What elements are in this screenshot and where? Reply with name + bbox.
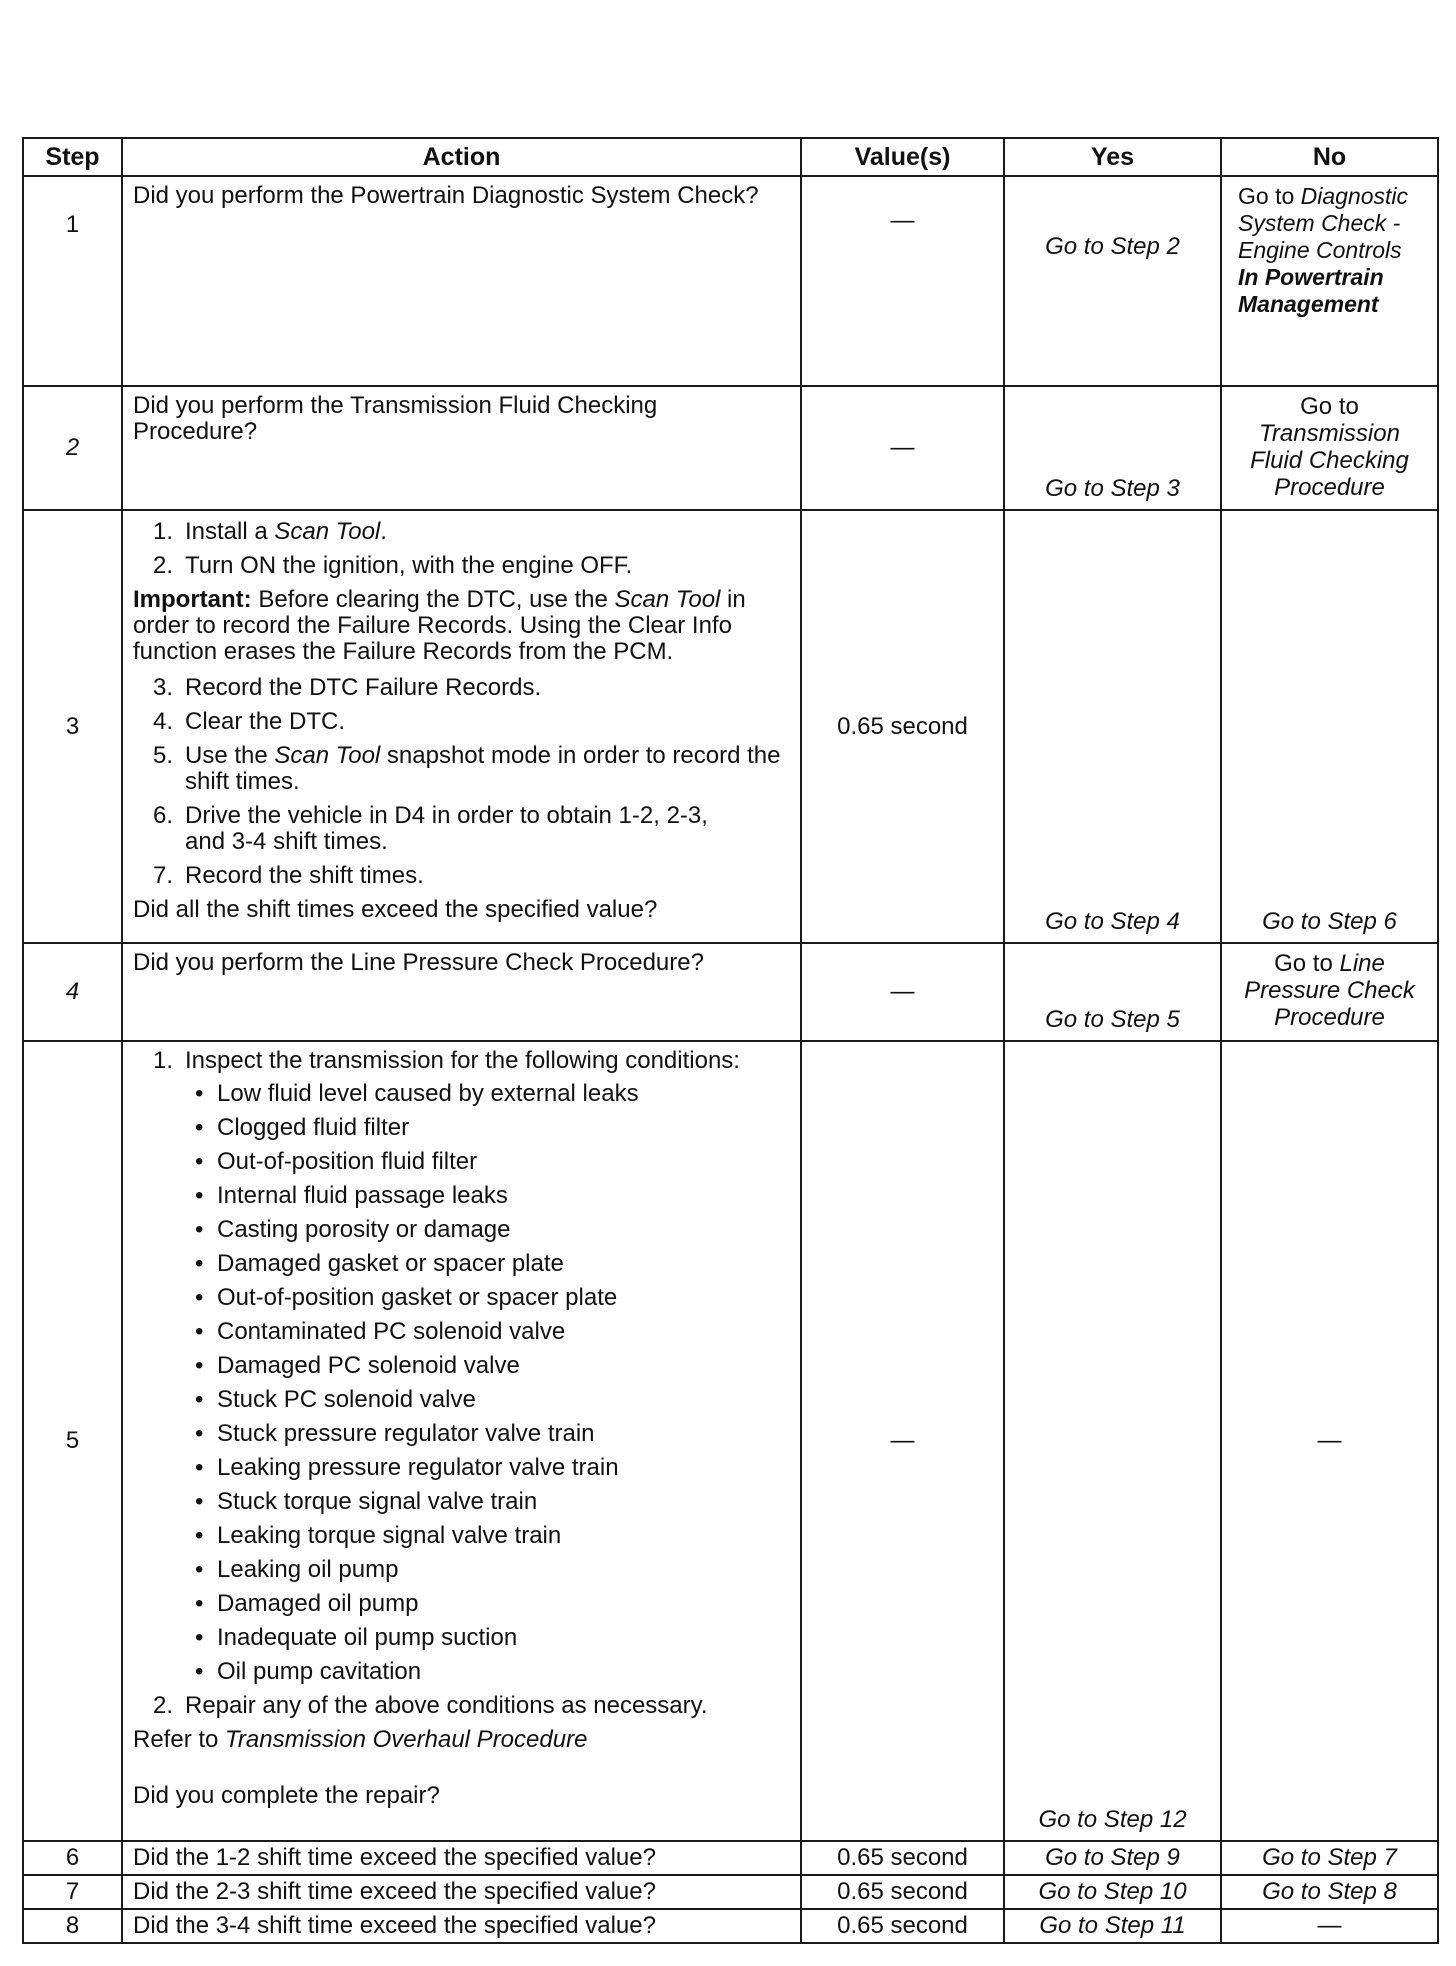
condition-text: Low fluid level caused by external leaks xyxy=(217,1080,639,1107)
yes-cell: Go to Step 3 xyxy=(1004,386,1221,510)
step-number: 6 xyxy=(23,1841,122,1875)
step-number: 2 xyxy=(23,386,122,510)
condition-text: Out-of-position gasket or spacer plate xyxy=(217,1284,618,1311)
bullet-icon: • xyxy=(195,1250,204,1277)
value-cell: — xyxy=(801,176,1004,386)
bullet-icon: • xyxy=(195,1148,204,1175)
item-text: Record the DTC Failure Records. xyxy=(185,674,542,701)
condition-list xyxy=(133,1081,790,1685)
no-text: Go to xyxy=(1300,393,1359,420)
action-cell xyxy=(122,1041,801,1841)
condition-item xyxy=(195,1387,790,1413)
step-number: 4 xyxy=(23,943,122,1041)
list-item: 7. Record the shift times. xyxy=(153,862,424,889)
condition-item xyxy=(195,1217,790,1243)
action-text: Did you perform the Transmission Fluid Checking Procedure? xyxy=(133,392,658,445)
condition-item xyxy=(195,1455,790,1481)
condition-item xyxy=(195,1353,790,1379)
condition-text: Stuck PC solenoid valve xyxy=(217,1386,476,1413)
action-cell xyxy=(122,1841,801,1875)
step-number: 8 xyxy=(23,1909,122,1943)
bullet-icon: • xyxy=(195,1284,204,1311)
value-cell: — xyxy=(801,943,1004,1041)
table-row xyxy=(23,1841,1438,1875)
table-row xyxy=(23,943,1438,1041)
item-text: Repair any of the above conditions as necessary. xyxy=(185,1692,708,1719)
bullet-icon: • xyxy=(195,1352,204,1379)
refer-link[interactable]: Transmission Overhaul Procedure xyxy=(225,1726,588,1753)
condition-text: Leaking oil pump xyxy=(217,1556,399,1583)
condition-item xyxy=(195,1149,790,1175)
item-text: Install a xyxy=(185,518,275,545)
no-link[interactable]: Transmission Fluid Checking Procedure xyxy=(1250,420,1409,501)
condition-item xyxy=(195,1421,790,1447)
action-cell xyxy=(122,386,801,510)
condition-text: Contaminated PC solenoid valve xyxy=(217,1318,566,1345)
action-text: Did you perform the Powertrain Diagnostic System Check? xyxy=(133,182,759,209)
action-text: Did you perform the Line Pressure Check Procedure? xyxy=(133,949,704,976)
condition-text: Leaking torque signal valve train xyxy=(217,1522,562,1549)
list-item: 1. Inspect the transmission for the following conditions: xyxy=(153,1047,740,1074)
bullet-icon: • xyxy=(195,1182,204,1209)
step-number: 3 xyxy=(23,510,122,943)
item-text: Drive the vehicle in D4 in order to obtain 1-2, 2-3, and 3-4 shift times. xyxy=(185,802,708,855)
table-row xyxy=(23,1041,1438,1841)
condition-text: Inadequate oil pump suction xyxy=(217,1624,518,1651)
note-text: Before clearing the DTC, use the xyxy=(251,586,615,613)
bullet-icon: • xyxy=(195,1216,204,1243)
bullet-icon: • xyxy=(195,1658,204,1685)
action-cell xyxy=(122,943,801,1041)
step-number: 1 xyxy=(23,176,122,386)
refer-text xyxy=(133,1727,790,1753)
table-row xyxy=(23,510,1438,943)
question-text: Did you complete the repair? xyxy=(133,1782,440,1809)
bullet-icon: • xyxy=(195,1080,204,1107)
condition-item xyxy=(195,1251,790,1277)
value-cell: 0.65 second xyxy=(801,510,1004,943)
condition-item xyxy=(195,1319,790,1345)
value-cell: — xyxy=(801,1041,1004,1841)
bullet-icon: • xyxy=(195,1590,204,1617)
condition-item xyxy=(195,1591,790,1617)
condition-item xyxy=(195,1625,790,1651)
list-item: 6. Drive the vehicle in D4 in order to obtain 1-2, 2-3, and 3-4 shift times. xyxy=(153,803,790,855)
bullet-icon: • xyxy=(195,1420,204,1447)
action-text: Did the 2-3 shift time exceed the specified value? xyxy=(133,1878,656,1905)
no-link[interactable]: Line Pressure Check Procedure xyxy=(1244,950,1415,1031)
no-link-suffix: In Powertrain Management xyxy=(1238,264,1384,317)
condition-text: Internal fluid passage leaks xyxy=(217,1182,508,1209)
value-cell: 0.65 second xyxy=(801,1909,1004,1943)
bullet-icon: • xyxy=(195,1488,204,1515)
bullet-icon: • xyxy=(195,1556,204,1583)
action-text: Did the 1-2 shift time exceed the specified value? xyxy=(133,1844,656,1871)
item-text: Record the shift times. xyxy=(185,862,424,889)
note-text: in order to record the Failure Records. Using the Clear Info function erases the Failure Records from the PCM. xyxy=(133,586,746,665)
step-number: 5 xyxy=(23,1041,122,1841)
yes-cell: Go to Step 4 xyxy=(1004,510,1221,943)
header-step: Step xyxy=(23,138,122,176)
bullet-icon: • xyxy=(195,1114,204,1141)
condition-text: Damaged PC solenoid valve xyxy=(217,1352,520,1379)
yes-cell: Go to Step 11 xyxy=(1004,1909,1221,1943)
item-text: Use the xyxy=(185,742,275,769)
header-action: Action xyxy=(122,138,801,176)
yes-cell: Go to Step 10 xyxy=(1004,1875,1221,1909)
table-row xyxy=(23,1875,1438,1909)
yes-cell: Go to Step 12 xyxy=(1004,1041,1221,1841)
item-text: . xyxy=(380,518,387,545)
list-item: 2. Turn ON the ignition, with the engine OFF. xyxy=(153,552,633,579)
question-text: Did all the shift times exceed the specified value? xyxy=(133,896,658,923)
condition-text: Damaged oil pump xyxy=(217,1590,419,1617)
diagnostic-table-page xyxy=(22,137,1437,1944)
bullet-icon: • xyxy=(195,1318,204,1345)
refer-prefix: Refer to xyxy=(133,1726,226,1753)
table-row xyxy=(23,386,1438,510)
item-text: snapshot mode in order to record the shift times. xyxy=(185,742,781,795)
list-item: 1. Install a Scan Tool. xyxy=(153,518,387,545)
condition-item xyxy=(195,1523,790,1549)
bullet-icon: • xyxy=(195,1624,204,1651)
item-text: Inspect the transmission for the following conditions: xyxy=(185,1047,740,1074)
condition-text: Damaged gasket or spacer plate xyxy=(217,1250,564,1277)
no-text: Go to xyxy=(1274,950,1340,977)
item-emph: Scan Tool xyxy=(274,518,381,545)
no-cell: Go to Step 6 xyxy=(1221,510,1438,943)
condition-text: Clogged fluid filter xyxy=(217,1114,410,1141)
yes-cell: Go to Step 9 xyxy=(1004,1841,1221,1875)
list-item: 3. Record the DTC Failure Records. xyxy=(153,674,542,701)
no-cell xyxy=(1221,943,1438,1041)
yes-cell: Go to Step 5 xyxy=(1004,943,1221,1041)
header-no: No xyxy=(1221,138,1438,176)
no-cell xyxy=(1221,386,1438,510)
no-cell: Go to Step 7 xyxy=(1221,1841,1438,1875)
yes-cell: Go to Step 2 xyxy=(1004,176,1221,386)
condition-text: Leaking pressure regulator valve train xyxy=(217,1454,619,1481)
diagnostic-table xyxy=(22,137,1439,1944)
value-cell: 0.65 second xyxy=(801,1875,1004,1909)
item-text: Clear the DTC. xyxy=(185,708,346,735)
no-link[interactable]: Diagnostic System Check - Engine Controls xyxy=(1238,183,1409,263)
list-item: 5. Use the Scan Tool snapshot mode in order to record the shift times. xyxy=(153,742,781,795)
important-note xyxy=(133,587,783,665)
important-label: Important: xyxy=(133,586,252,613)
no-cell: — xyxy=(1221,1041,1438,1841)
table-row xyxy=(23,176,1438,386)
item-text: Turn ON the ignition, with the engine OFF. xyxy=(185,552,633,579)
action-cell xyxy=(122,1875,801,1909)
condition-text: Casting porosity or damage xyxy=(217,1216,511,1243)
condition-text: Out-of-position fluid filter xyxy=(217,1148,478,1175)
condition-item xyxy=(195,1115,790,1141)
bullet-icon: • xyxy=(195,1454,204,1481)
note-emph: Scan Tool xyxy=(614,586,721,613)
item-emph: Scan Tool xyxy=(274,742,381,769)
action-cell xyxy=(122,176,801,386)
no-cell xyxy=(1221,176,1438,386)
condition-item xyxy=(195,1285,790,1311)
condition-item xyxy=(195,1081,790,1107)
bullet-icon: • xyxy=(195,1386,204,1413)
condition-item xyxy=(195,1183,790,1209)
condition-item xyxy=(195,1557,790,1583)
table-row xyxy=(23,1909,1438,1943)
list-item: 2. Repair any of the above conditions as necessary. xyxy=(153,1692,708,1719)
header-values: Value(s) xyxy=(801,138,1004,176)
condition-text: Stuck torque signal valve train xyxy=(217,1488,538,1515)
value-cell: — xyxy=(801,386,1004,510)
no-cell: Go to Step 8 xyxy=(1221,1875,1438,1909)
condition-item xyxy=(195,1489,790,1515)
list-item: 4. Clear the DTC. xyxy=(153,708,346,735)
step-number: 7 xyxy=(23,1875,122,1909)
condition-text: Oil pump cavitation xyxy=(217,1658,422,1685)
action-cell xyxy=(122,510,801,943)
header-row xyxy=(23,138,1438,176)
action-cell xyxy=(122,1909,801,1943)
value-cell: 0.65 second xyxy=(801,1841,1004,1875)
action-text: Did the 3-4 shift time exceed the specified value? xyxy=(133,1912,656,1939)
no-cell: — xyxy=(1221,1909,1438,1943)
no-text: Go to xyxy=(1238,183,1301,209)
bullet-icon: • xyxy=(195,1522,204,1549)
header-yes: Yes xyxy=(1004,138,1221,176)
condition-item xyxy=(195,1659,790,1685)
condition-text: Stuck pressure regulator valve train xyxy=(217,1420,595,1447)
